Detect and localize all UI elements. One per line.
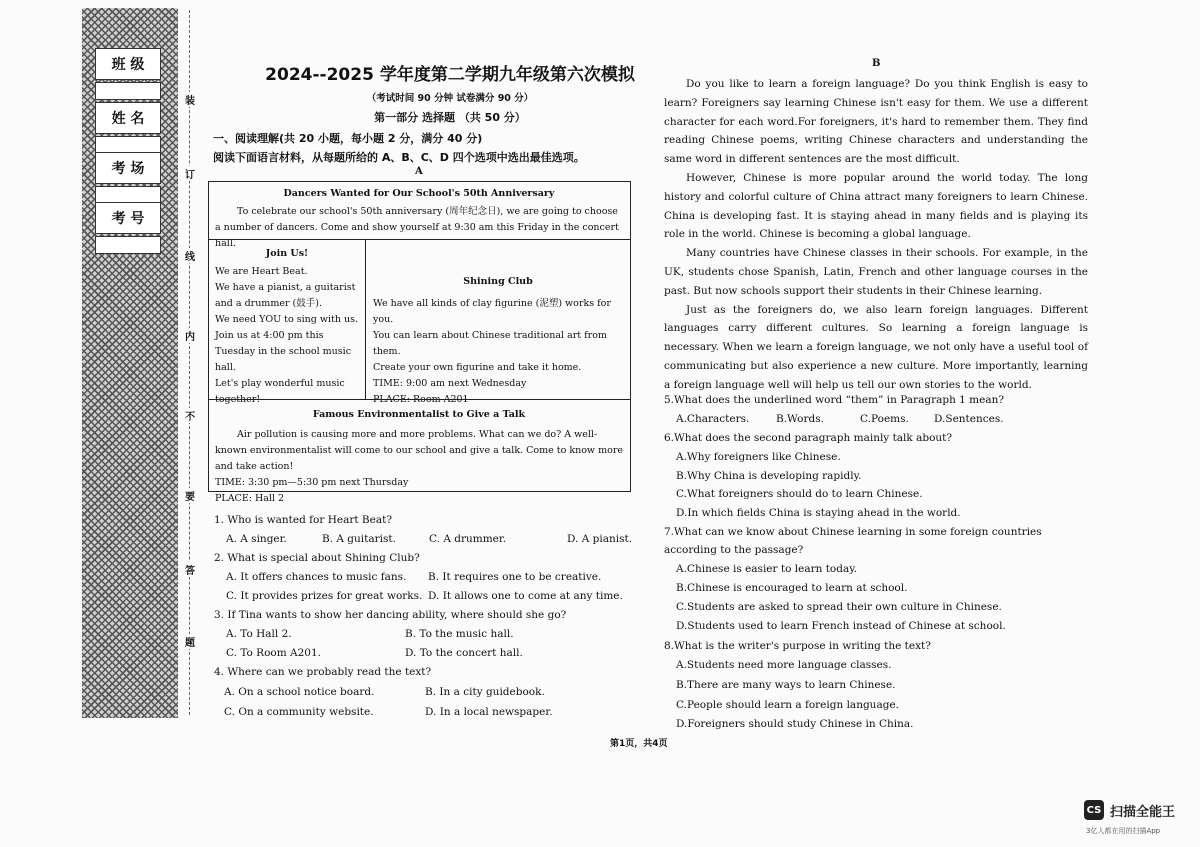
option-1a[interactable]: A. A singer.	[226, 533, 287, 545]
question-1: 1. Who is wanted for Heart Beat?	[214, 514, 392, 526]
question-4: 4. Where can we probably read the text?	[214, 666, 432, 678]
notice-line: Create your own figurine and take it home.	[373, 362, 582, 373]
notice-line: TIME: 9:00 am next Wednesday	[373, 378, 527, 389]
option-3b[interactable]: B. To the music hall.	[405, 628, 514, 640]
exam-number-label: 考 号	[95, 202, 161, 234]
part-heading: 第一部分 选择题 （共 50 分）	[374, 111, 526, 124]
option-8d[interactable]: D.Foreigners should study Chinese in China.	[676, 718, 914, 730]
scanner-brand	[1084, 800, 1175, 820]
option-7d[interactable]: D.Students used to learn French instead of Chinese at school.	[676, 620, 1006, 632]
option-2a[interactable]: A. It offers chances to music fans.	[226, 571, 407, 583]
option-6b[interactable]: B.Why China is developing rapidly.	[676, 470, 862, 482]
name-field-label: 姓 名	[95, 102, 161, 134]
option-5d[interactable]: D.Sentences.	[934, 413, 1004, 425]
option-6a[interactable]: A.Why foreigners like Chinese.	[676, 451, 841, 463]
notice-line: We have all kinds of clay figurine (泥塑) works for you.	[373, 298, 611, 325]
notice-line: We have a pianist, a guitarist and a drummer (鼓手).	[215, 282, 356, 309]
option-7b[interactable]: B.Chinese is encouraged to learn at school.	[676, 582, 908, 594]
paragraph: Just as the foreigners do, we also learn foreign languages. Different languages carry different cultures. So learning a foreign language is necessary. When we learn a foreign language, we not only have a useful tool of communicating but also experience a new culture. More importantly, learning a foreign language well will help us tell our own stories to the world.	[664, 303, 1088, 391]
notice-board	[208, 181, 631, 504]
option-1c[interactable]: C. A drummer.	[429, 533, 507, 545]
notice-line: PLACE: Hall 2	[215, 493, 285, 504]
notice-environmentalist	[209, 403, 629, 504]
option-2c[interactable]: C. It provides prizes for great works.	[226, 590, 423, 602]
option-5a[interactable]: A.Characters.	[676, 413, 750, 425]
notice-body: Air pollution is causing more and more problems. What can we do? A well-known environmentalist will come to our school and give a talk. Come to know more and take action!	[215, 429, 623, 472]
option-4d[interactable]: D. In a local newspaper.	[425, 706, 553, 718]
passage-b-label: B	[872, 58, 881, 69]
option-1d[interactable]: D. A pianist.	[567, 533, 633, 545]
notice-line: PLACE: Room A201	[373, 394, 469, 405]
section-heading: 一、阅读理解(共 20 小题，每小题 2 分，满分 40 分)	[213, 132, 483, 145]
option-4c[interactable]: C. On a community website.	[224, 706, 374, 718]
notice-line: TIME: 3:30 pm—5:30 pm next Thursday	[215, 477, 409, 488]
option-8c[interactable]: C.People should learn a foreign language.	[676, 699, 899, 711]
binding-dashed-line	[189, 10, 191, 715]
option-7c[interactable]: C.Students are asked to spread their own culture in Chinese.	[676, 601, 1002, 613]
question-5: 5.What does the underlined word “them” in Paragraph 1 mean?	[664, 394, 1005, 406]
section-instruction: 阅读下面语言材料，从每题所给的 A、B、C、D 四个选项中选出最佳选项。	[213, 151, 585, 164]
class-field-blank[interactable]	[95, 82, 161, 100]
option-6d[interactable]: D.In which fields China is staying ahead in the world.	[676, 507, 961, 519]
option-6c[interactable]: C.What foreigners should do to learn Chinese.	[676, 488, 923, 500]
brand-tagline: 3亿人都在用的扫描App	[1086, 827, 1161, 835]
notice-heading: Dancers Wanted for Our School's 50th Anniversary	[283, 188, 555, 199]
passage-a-label: A	[415, 166, 423, 177]
paragraph: Many countries have Chinese classes in their schools. For example, in the UK, students chose Spanish, Latin, French and other language courses in the past. But now schools support their students in their Chinese learning.	[664, 247, 1088, 297]
question-6: 6.What does the second paragraph mainly talk about?	[664, 432, 953, 444]
binding-char: 题	[183, 634, 197, 649]
exam-subtitle: （考试时间 90 分钟 试卷满分 90 分）	[366, 93, 534, 104]
notice-line: We need YOU to sing with us.	[215, 314, 359, 325]
binding-char: 装	[183, 92, 197, 107]
option-3a[interactable]: A. To Hall 2.	[226, 628, 292, 640]
option-4b[interactable]: B. In a city guidebook.	[425, 686, 545, 698]
notice-body: To celebrate our school's 50th anniversary (周年纪念日), we are going to choose a number of dancers. Come and show yourself at 9:30 am this Friday in the concert hall.	[215, 206, 619, 249]
option-5c[interactable]: C.Poems.	[860, 413, 909, 425]
binding-char: 订	[183, 166, 197, 181]
notice-line: Let's play wonderful music together!	[215, 378, 345, 405]
notice-heading: Shining Club	[463, 276, 533, 287]
paragraph: Do you like to learn a foreign language? Do you think English is easy to learn? Foreigners say learning Chinese isn't easy for them. We use a different character for each word.For foreigners, it's hard to remember them. They find reading Chinese poems, writing Chinese characters and understanding the same word in different sentences are the most difficult.	[664, 78, 1088, 166]
notice-line: We are Heart Beat.	[215, 266, 308, 277]
notice-shining-club	[367, 270, 629, 405]
binding-char: 答	[183, 562, 197, 577]
brand-name: 扫描全能王	[1110, 804, 1176, 820]
option-8a[interactable]: A.Students need more language classes.	[676, 659, 892, 671]
notice-line: Join us at 4:00 pm this Tuesday in the school music hall.	[215, 330, 352, 373]
question-3: 3. If Tina wants to show her dancing ability, where should she go?	[214, 609, 567, 621]
binding-char: 内	[183, 328, 197, 343]
divider	[209, 399, 630, 400]
divider	[365, 239, 366, 399]
notice-heart-beat	[209, 242, 365, 405]
question-8: 8.What is the writer's purpose in writing the text?	[664, 640, 931, 652]
option-1b[interactable]: B. A guitarist.	[322, 533, 396, 545]
binding-char: 不	[183, 408, 197, 423]
option-2d[interactable]: D. It allows one to come at any time.	[428, 590, 623, 602]
option-5b[interactable]: B.Words.	[776, 413, 824, 425]
exam-number-blank[interactable]	[95, 236, 161, 254]
passage-b-text	[664, 75, 1088, 395]
option-3c[interactable]: C. To Room A201.	[226, 647, 321, 659]
question-7: 7.What can we know about Chinese learning in some foreign countries	[664, 526, 1042, 538]
class-field-label: 班 级	[95, 48, 161, 80]
binding-char: 线	[183, 248, 197, 263]
question-7-continued: according to the passage?	[664, 544, 804, 556]
option-7a[interactable]: A.Chinese is easier to learn today.	[676, 563, 858, 575]
notice-line: You can learn about Chinese traditional art from them.	[373, 330, 607, 357]
option-2b[interactable]: B. It requires one to be creative.	[428, 571, 602, 583]
option-4a[interactable]: A. On a school notice board.	[224, 686, 375, 698]
paragraph: However, Chinese is more popular around the world today. The long history and colorful culture of China attract many foreigners to learn Chinese. China is developing fast. It is staying ahead in many fields and is playing its role in the world. Chinese is becoming a global language.	[664, 171, 1088, 241]
notice-heading: Famous Environmentalist to Give a Talk	[312, 409, 526, 420]
page-number: 第1页，共4页	[610, 739, 668, 749]
option-8b[interactable]: B.There are many ways to learn Chinese.	[676, 679, 896, 691]
exam-title: 2024--2025 学年度第二学期九年级第六次模拟	[265, 65, 635, 85]
divider	[209, 239, 630, 240]
binding-char: 要	[183, 488, 197, 503]
room-field-label: 考 场	[95, 152, 161, 184]
notice-dancers	[209, 182, 629, 249]
notice-heading: Join Us!	[265, 248, 309, 259]
question-2: 2. What is special about Shining Club?	[214, 552, 420, 564]
option-3d[interactable]: D. To the concert hall.	[405, 647, 523, 659]
cs-logo-icon: CS	[1084, 800, 1104, 820]
